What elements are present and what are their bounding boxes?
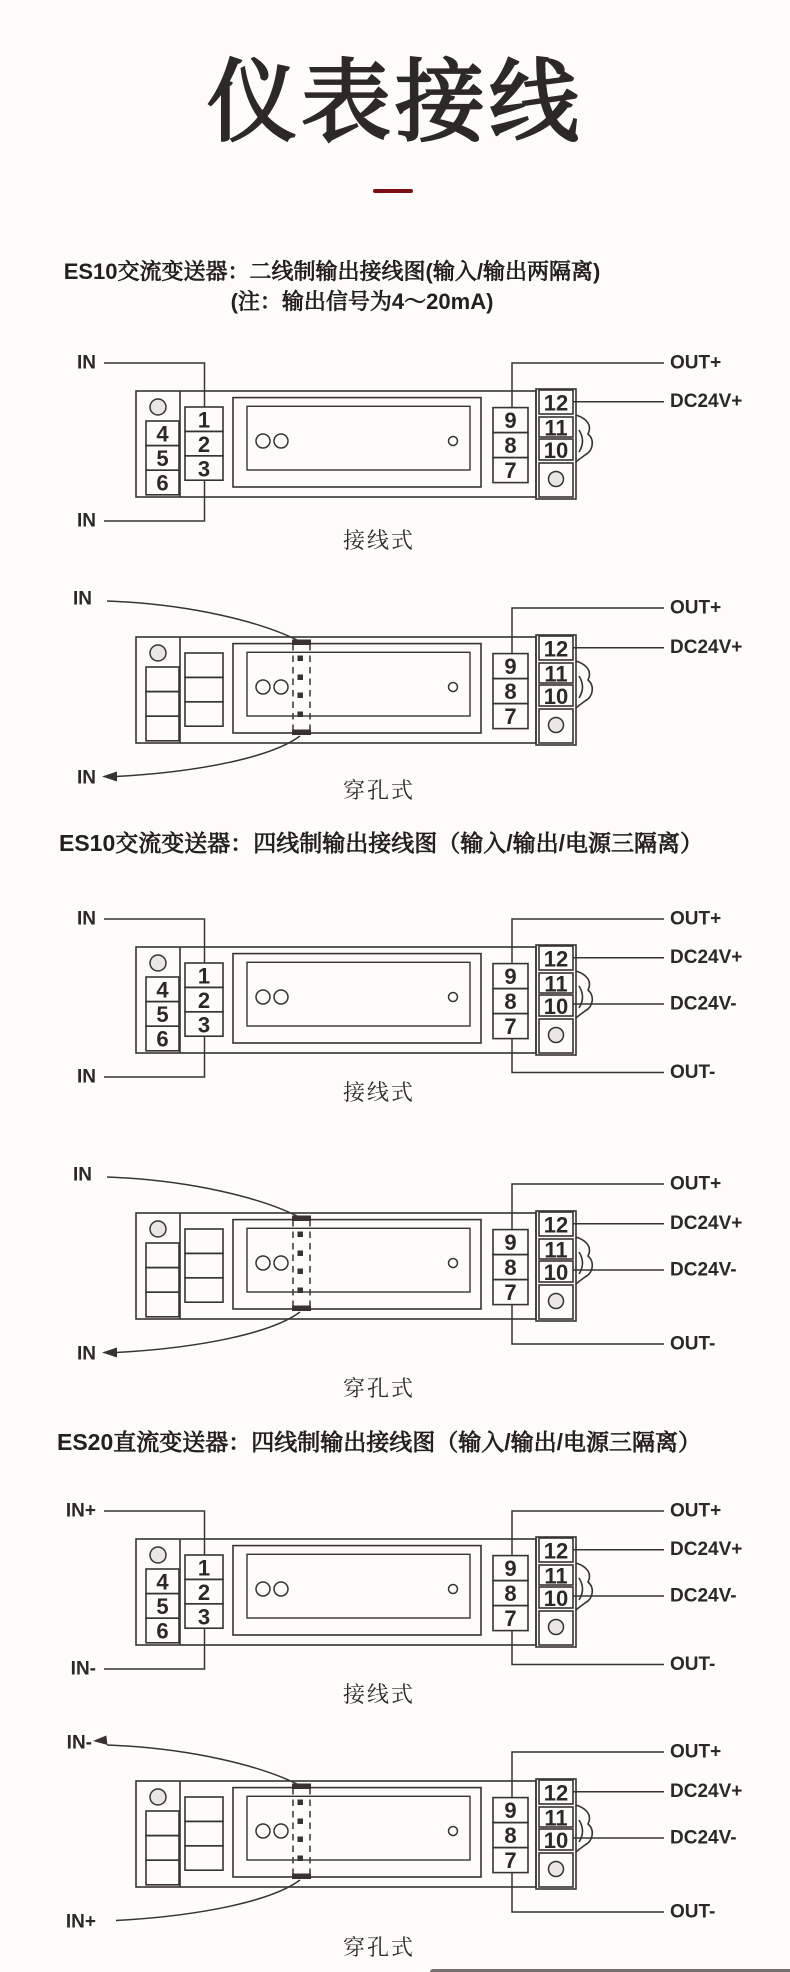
terminal-number: 6 xyxy=(156,470,169,496)
through-wire-dot xyxy=(298,1251,304,1257)
terminal-number: 11 xyxy=(544,1563,568,1589)
terminal-cell xyxy=(146,1811,179,1836)
terminal-number: 10 xyxy=(543,684,569,709)
mounting-hole-bottom-right xyxy=(549,472,564,487)
terminal-number: 11 xyxy=(544,1237,568,1263)
terminal-number: 12 xyxy=(543,1538,569,1564)
output-wire xyxy=(512,1184,664,1230)
output-label: OUT+ xyxy=(670,1500,722,1522)
input-label-top: IN- xyxy=(66,1732,92,1754)
terminal-cell xyxy=(146,692,179,717)
input-label-bottom: IN- xyxy=(70,1658,96,1680)
through-wire-top-cap xyxy=(292,1784,311,1790)
input-wire-top-curve xyxy=(107,601,299,641)
terminal-number: 1 xyxy=(197,1555,211,1581)
terminal-number: 4 xyxy=(156,1569,169,1595)
input-wire-bottom-curve xyxy=(116,1880,300,1921)
output-label: DC24V+ xyxy=(670,1213,743,1235)
mounting-hole-top-left xyxy=(150,1547,166,1563)
mounting-clip-crescent xyxy=(579,676,583,698)
module-face-inner xyxy=(247,1554,470,1618)
input-label-top: IN xyxy=(73,588,92,610)
input-label-bottom: IN+ xyxy=(65,1911,96,1933)
through-wire-dot xyxy=(298,1288,304,1294)
face-hole-right xyxy=(449,1827,458,1836)
page-title: 仪表接线 xyxy=(207,53,583,153)
face-hole-left-2 xyxy=(274,434,288,448)
terminal-number: 11 xyxy=(544,415,568,441)
terminal-number: 7 xyxy=(504,1606,517,1632)
through-wire-top-cap xyxy=(292,640,311,646)
input-wire-bottom xyxy=(104,1628,205,1669)
through-wire-dot xyxy=(298,693,304,699)
input-label-top: IN xyxy=(77,352,96,374)
terminal-cell xyxy=(146,1860,179,1885)
output-label: DC24V+ xyxy=(670,1539,743,1561)
output-wire xyxy=(512,1305,664,1344)
output-label: DC24V- xyxy=(670,1259,737,1281)
diagram-caption: 接线式 xyxy=(342,1682,416,1707)
input-arrowhead xyxy=(93,1736,108,1746)
input-wire-top-curve xyxy=(107,1745,299,1785)
terminal-number: 2 xyxy=(197,431,211,457)
diagram-group xyxy=(66,1501,742,1680)
section1-heading-line1: ES10交流变送器：二线制输出接线图(输入/输出两隔离) xyxy=(63,259,601,284)
terminal-number: 11 xyxy=(544,1805,568,1831)
terminal-cell xyxy=(185,1253,223,1277)
terminal-number: 7 xyxy=(504,1848,517,1874)
face-hole-left-1 xyxy=(256,990,270,1004)
module-face-inner xyxy=(247,1796,470,1860)
input-label-bottom: IN xyxy=(77,1066,96,1088)
terminal-number: 9 xyxy=(504,654,517,680)
diagram-group xyxy=(66,1733,742,1933)
terminal-number: 3 xyxy=(197,1604,211,1630)
output-label: OUT- xyxy=(670,1654,716,1675)
terminal-number: 9 xyxy=(504,964,517,990)
terminal-number: 12 xyxy=(543,390,569,416)
face-hole-left-1 xyxy=(256,680,270,694)
output-label: DC24V- xyxy=(670,1827,737,1849)
terminal-number: 5 xyxy=(156,1002,169,1028)
terminal-cell xyxy=(146,1243,179,1268)
mounting-clip xyxy=(576,1805,592,1852)
terminal-number: 7 xyxy=(504,1014,517,1040)
terminal-number: 4 xyxy=(156,421,169,447)
through-wire-dot xyxy=(298,1269,304,1275)
mounting-clip xyxy=(576,1237,592,1284)
wiring-diagram-d5 xyxy=(0,1469,790,1709)
terminal-number: 3 xyxy=(197,456,211,482)
terminal-number: 12 xyxy=(543,1780,569,1806)
terminal-cell xyxy=(185,1797,223,1821)
output-label: DC24V+ xyxy=(670,391,743,413)
terminal-number: 4 xyxy=(156,977,169,1003)
terminal-cell xyxy=(146,1836,179,1861)
diagram-caption: 接线式 xyxy=(342,1080,416,1105)
terminal-number: 8 xyxy=(504,989,517,1015)
mounting-hole-bottom-right xyxy=(549,718,564,733)
terminal-cell xyxy=(185,1278,223,1302)
output-wire xyxy=(512,1873,664,1912)
through-wire-dot xyxy=(298,1837,304,1843)
title-accent-dash xyxy=(373,189,413,193)
terminal-number: 9 xyxy=(504,1230,517,1256)
terminal-number: 11 xyxy=(544,661,568,687)
through-wire-dot xyxy=(298,1232,304,1238)
output-label: OUT- xyxy=(670,1901,716,1923)
terminal-number: 2 xyxy=(197,1579,211,1605)
terminal-number: 10 xyxy=(543,1260,569,1285)
terminal-cell xyxy=(146,716,179,741)
mounting-hole-top-left xyxy=(150,399,166,415)
output-wire xyxy=(512,1511,664,1556)
terminal-number: 2 xyxy=(197,987,211,1013)
mounting-clip xyxy=(576,1563,592,1610)
terminal-number: 7 xyxy=(504,1280,517,1306)
terminal-number: 6 xyxy=(156,1618,169,1644)
input-wire-top-curve xyxy=(107,1177,299,1217)
terminal-number: 5 xyxy=(156,1594,169,1620)
diagram-caption: 穿孔式 xyxy=(342,1376,416,1401)
terminal-cell xyxy=(185,1846,223,1870)
diagram-group xyxy=(77,909,742,1088)
section1-heading-line2: (注：输出信号为4～20mA) xyxy=(230,289,494,314)
output-label: OUT+ xyxy=(670,908,722,930)
diagram-group xyxy=(77,353,742,532)
terminal-number: 10 xyxy=(543,1828,569,1853)
output-label: DC24V- xyxy=(670,1585,737,1607)
through-wire-dot xyxy=(298,1819,304,1825)
face-hole-left-1 xyxy=(256,434,270,448)
face-hole-left-1 xyxy=(256,1824,270,1838)
terminal-number: 11 xyxy=(544,971,568,997)
terminal-cell xyxy=(185,702,223,726)
output-label: DC24V+ xyxy=(670,1781,743,1803)
wiring-diagram-d4 xyxy=(0,1143,790,1383)
output-label: DC24V+ xyxy=(670,637,743,659)
terminal-cell xyxy=(185,1821,223,1845)
terminal-cell xyxy=(146,667,179,692)
mounting-hole-top-left xyxy=(150,645,166,661)
input-wire-bottom-curve xyxy=(116,1312,300,1353)
terminal-number: 12 xyxy=(543,1212,569,1238)
terminal-number: 8 xyxy=(504,1823,517,1849)
input-label-top: IN xyxy=(77,908,96,930)
terminal-number: 1 xyxy=(197,963,211,989)
mounting-hole-top-left xyxy=(150,1789,166,1805)
output-wire xyxy=(512,919,664,964)
terminal-number: 10 xyxy=(543,438,569,463)
through-wire-bottom-cap xyxy=(292,1306,311,1312)
output-label: DC24V+ xyxy=(670,947,743,969)
terminal-number: 8 xyxy=(504,679,517,705)
face-hole-right xyxy=(449,437,458,446)
through-wire-bottom-cap xyxy=(292,1874,311,1880)
input-arrowhead xyxy=(102,772,117,782)
face-hole-left-2 xyxy=(274,1824,288,1838)
terminal-number: 12 xyxy=(543,636,569,662)
input-wire-bottom xyxy=(104,480,205,521)
terminal-number: 8 xyxy=(504,433,517,459)
terminal-number: 7 xyxy=(504,704,517,730)
output-wire xyxy=(512,363,664,408)
input-wire-bottom xyxy=(104,1036,205,1077)
through-wire-dot xyxy=(298,656,304,662)
mounting-hole-bottom-right xyxy=(549,1620,564,1635)
face-hole-right xyxy=(449,683,458,692)
terminal-cell xyxy=(185,653,223,677)
output-wire xyxy=(512,1631,664,1665)
input-wire-bottom-curve xyxy=(116,736,300,777)
terminal-number: 8 xyxy=(504,1581,517,1607)
diagram-caption: 穿孔式 xyxy=(342,778,416,803)
input-label-bottom: IN xyxy=(77,1343,96,1365)
terminal-cell xyxy=(185,1229,223,1253)
diagram-caption: 接线式 xyxy=(342,528,416,553)
face-hole-left-2 xyxy=(274,1582,288,1596)
section3-heading: ES20直流变送器：四线制输出接线图（输入/输出/电源三隔离） xyxy=(56,1429,702,1455)
face-hole-right xyxy=(449,993,458,1002)
terminal-number: 9 xyxy=(504,1556,517,1582)
through-wire-dot xyxy=(298,1800,304,1806)
through-wire-dot xyxy=(298,1856,304,1862)
terminal-number: 7 xyxy=(504,458,517,484)
diagram-caption: 穿孔式 xyxy=(342,1935,416,1960)
input-label-top: IN+ xyxy=(65,1500,96,1522)
module-face-inner xyxy=(247,962,470,1026)
module-face-inner xyxy=(247,652,470,716)
output-wire xyxy=(512,1039,664,1073)
terminal-cell xyxy=(185,677,223,701)
input-label-top: IN xyxy=(73,1164,92,1186)
terminal-number: 3 xyxy=(197,1012,211,1038)
face-hole-left-2 xyxy=(274,680,288,694)
face-hole-right xyxy=(449,1585,458,1594)
face-hole-left-1 xyxy=(256,1256,270,1270)
terminal-number: 9 xyxy=(504,1798,517,1824)
output-label: OUT+ xyxy=(670,352,722,374)
through-wire-dot xyxy=(298,712,304,718)
output-wire xyxy=(512,608,664,654)
wiring-diagram-d2 xyxy=(0,567,790,807)
mounting-hole-top-left xyxy=(150,955,166,971)
through-wire-top-cap xyxy=(292,1216,311,1222)
through-wire-bottom-cap xyxy=(292,730,311,736)
output-label: OUT+ xyxy=(670,1173,722,1195)
output-label: OUT- xyxy=(670,1062,716,1083)
face-hole-left-2 xyxy=(274,990,288,1004)
terminal-number: 10 xyxy=(543,994,569,1019)
terminal-number: 5 xyxy=(156,446,169,472)
face-hole-left-1 xyxy=(256,1582,270,1596)
mounting-clip xyxy=(576,661,592,708)
mounting-hole-bottom-right xyxy=(549,1294,564,1309)
terminal-cell xyxy=(146,1292,179,1317)
output-label: OUT+ xyxy=(670,1741,722,1763)
module-face-inner xyxy=(247,406,470,470)
face-hole-right xyxy=(449,1259,458,1268)
face-hole-left-2 xyxy=(274,1256,288,1270)
terminal-number: 6 xyxy=(156,1026,169,1052)
output-wire xyxy=(512,1752,664,1798)
module-face-inner xyxy=(247,1228,470,1292)
mounting-hole-bottom-right xyxy=(549,1028,564,1043)
terminal-number: 1 xyxy=(197,407,211,433)
terminal-number: 10 xyxy=(543,1586,569,1611)
mounting-clip-crescent xyxy=(579,430,583,452)
diagram-group xyxy=(73,1165,742,1365)
terminal-cell xyxy=(146,1268,179,1293)
mounting-clip xyxy=(576,971,592,1018)
output-label: OUT+ xyxy=(670,597,722,619)
input-arrowhead xyxy=(102,1348,117,1358)
input-label-bottom: IN xyxy=(77,510,96,532)
input-label-bottom: IN xyxy=(77,767,96,789)
mounting-hole-bottom-right xyxy=(549,1862,564,1877)
terminal-number: 9 xyxy=(504,408,517,434)
diagram-group xyxy=(73,589,742,789)
terminal-number: 8 xyxy=(504,1255,517,1281)
section2-heading: ES10交流变送器：四线制输出接线图（输入/输出/电源三隔离） xyxy=(58,830,704,856)
wiring-diagram-d6 xyxy=(0,1711,790,1951)
output-label: OUT- xyxy=(670,1333,716,1355)
output-label: DC24V- xyxy=(670,993,737,1015)
mounting-clip xyxy=(576,415,592,462)
through-wire-dot xyxy=(298,675,304,681)
mounting-hole-top-left xyxy=(150,1221,166,1237)
terminal-number: 12 xyxy=(543,946,569,972)
